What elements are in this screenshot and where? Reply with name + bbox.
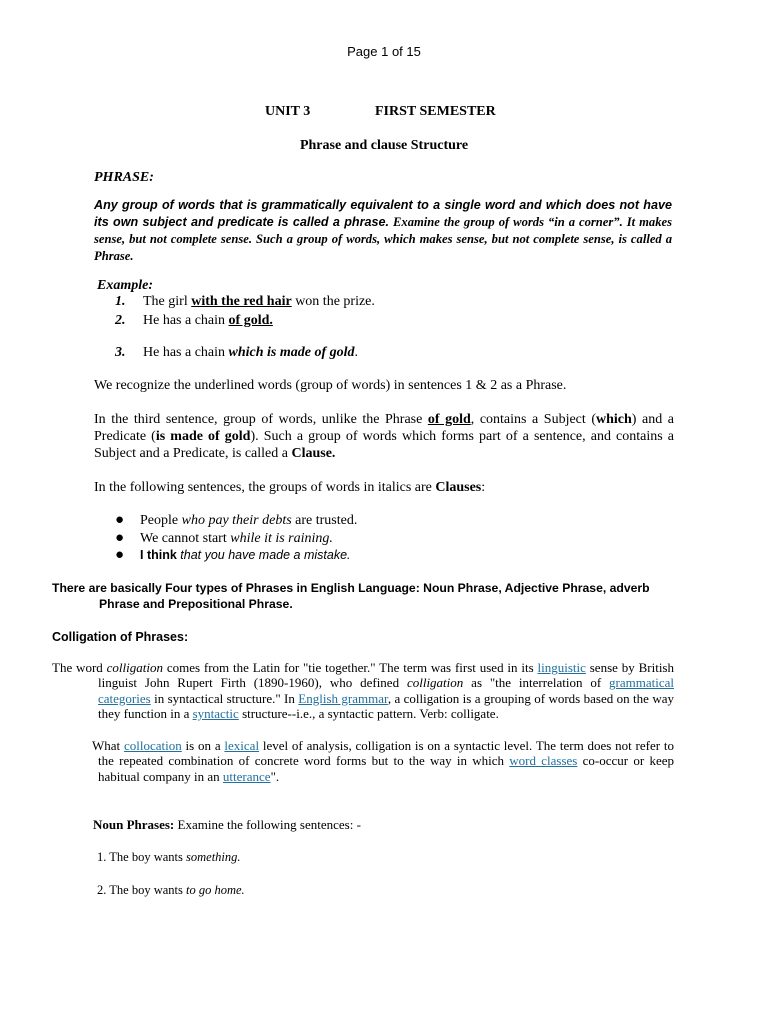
bullet-icon: ●: [115, 530, 125, 546]
example-number: 3.: [115, 345, 126, 360]
example-text: The girl: [143, 294, 192, 309]
example-text: won the prize.: [291, 294, 375, 309]
link-linguistic[interactable]: linguistic: [537, 660, 586, 675]
clause-bullet-item: ● People who pay their debts are trusted.: [115, 512, 358, 528]
example-phrase: of gold.: [228, 313, 273, 328]
example-clause: which is made of gold: [228, 345, 355, 360]
page-subtitle: Phrase and clause Structure: [299, 138, 469, 153]
example-text: He has a chain: [143, 313, 229, 328]
noun-phrase-example: 2. The boy wants to go home.: [97, 883, 245, 897]
example-text: .: [354, 345, 359, 360]
example-label: Example:: [97, 278, 153, 293]
definition-part-1: Any group of words that is grammatically equivalent to a single word and which does not have its own subject and predicate is called a phrase.: [94, 198, 672, 229]
colligation-paragraph-2: What collocation is on a lexical level of analysis, colligation is on a syntactic level. The term does not refer to the repeated combination of concrete word forms but to the way in which word classes co-occur or keep habitual company in an utterance".: [92, 738, 674, 784]
example-item: [115, 345, 358, 361]
link-word-classes[interactable]: word classes: [509, 753, 578, 769]
link-lexical[interactable]: lexical: [224, 738, 260, 753]
link-english-grammar[interactable]: English grammar: [298, 690, 388, 706]
colligation-paragraph-1: The word colligation comes from the Latin for "tie together." The term was first used in its linguistic sense by British linguist John Rupert Firth (1890-1960), who defined colligation as "the interrelation of grammatical categories in syntactical structure." In English grammar, a colligation is a grouping of words based on the way they function in a syntactic structure--i.e., a syntactic pattern. Verb: colligate.: [52, 660, 675, 721]
example-number: 1.: [115, 294, 126, 309]
unit-title: UNIT 3: [265, 104, 311, 119]
example-item: [115, 294, 375, 310]
clause-bullet-item: ● I think that you have made a mistake.: [115, 547, 351, 563]
noun-phrase-example: 1. The boy wants something.: [97, 850, 241, 864]
recognize-paragraph: We recognize the underlined words (group of words) in sentences 1 & 2 as a Phrase.: [94, 378, 567, 393]
phrase-heading: PHRASE:: [94, 170, 154, 185]
phrase-types-line-2: Phrase and Prepositional Phrase.: [99, 597, 293, 611]
page-number: Page 1 of 15: [347, 44, 421, 59]
link-collocation[interactable]: collocation: [123, 738, 182, 753]
link-grammatical-categories[interactable]: grammatical categories: [98, 675, 675, 706]
following-paragraph: In the following sentences, the groups of words in italics are Clauses:: [94, 480, 486, 495]
example-item: [115, 313, 273, 329]
link-syntactic[interactable]: syntactic: [192, 705, 239, 721]
semester-title: FIRST SEMESTER: [375, 104, 496, 119]
clause-paragraph: In the third sentence, group of words, unlike the Phrase of gold, contains a Subject (which) and a Predicate (is made of gold). Such a group of words which forms part of a sentence, and contains a Subject and a Predicate, is called a Clause.: [94, 412, 674, 461]
definition-part-2: Examine the group of words “in a corner”. It makes sense, but not complete sense. Such a group of words, which makes sense, but not complete sense, is called a Phrase.: [94, 215, 672, 263]
example-number: 2.: [115, 313, 126, 328]
bullet-icon: ●: [115, 512, 125, 528]
bullet-icon: ●: [115, 547, 125, 563]
phrase-types-line-1: There are basically Four types of Phrases in English Language: Noun Phrase, Adjective Phrase, adverb: [52, 581, 650, 595]
noun-phrases-intro: Noun Phrases: Examine the following sentences: -: [93, 817, 361, 832]
clause-bullet-item: ● We cannot start while it is raining.: [115, 530, 333, 546]
example-phrase: with the red hair: [191, 294, 292, 309]
example-text: He has a chain: [143, 345, 229, 360]
phrase-definition: [94, 197, 672, 265]
link-utterance[interactable]: utterance: [222, 768, 271, 784]
colligation-heading: Colligation of Phrases:: [52, 630, 189, 644]
